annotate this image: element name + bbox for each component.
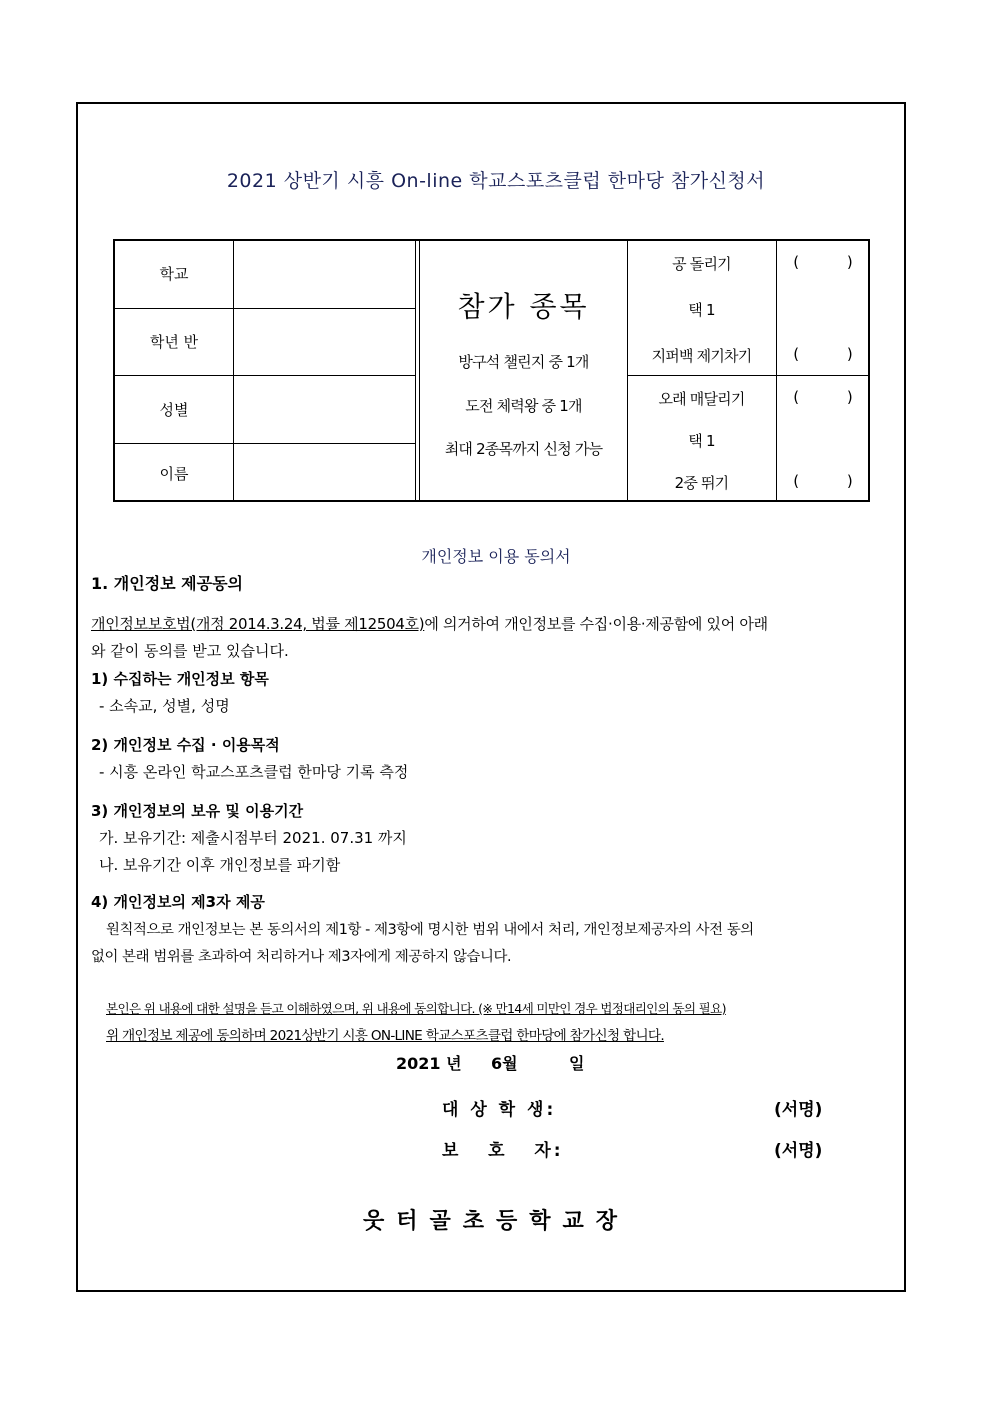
selection-bracket[interactable]: ( ) [793,388,853,406]
item-line: 원칙적으로 개인정보는 본 동의서의 제1항 - 제3항에 명시한 범위 내에서 처리, 개인정보제공자의 사전 동의 [106,922,754,938]
principal-signature: 웃터골초등학교장 [362,1209,630,1234]
item-line: 나. 보유기간 이후 개인정보를 파기함 [99,856,341,874]
table-divider [627,241,628,500]
page-title: 2021 상반기 시흥 On-line 학교스포츠클럽 한마당 참가신청서 [226,170,766,192]
table-divider [115,308,415,309]
label-name: 이름 [159,465,189,483]
event-item-double-jump: 2중 뛰기 [674,474,729,492]
event-heading: 참가 종목 [457,290,590,323]
consent-heading: 개인정보 이용 동의서 [421,547,571,566]
event-choose-one: 택 1 [688,301,715,319]
event-choose-one: 택 1 [688,432,715,450]
student-signature-field[interactable] [570,1092,760,1118]
consent-intro-line2: 와 같이 동의를 받고 있습니다. [91,642,289,660]
student-label: 대 상 학 생: [442,1100,557,1120]
selection-bracket[interactable]: ( ) [793,472,853,490]
item-line: 가. 보유기간: 제출시점부터 2021. 07.31 까지 [99,829,407,847]
guardian-label: 보 호 자: [442,1141,564,1161]
date-month: 6월 [491,1054,518,1073]
application-form-table [113,239,870,502]
item-line: - 시흥 온라인 학교스포츠클럽 한마당 기록 측정 [99,763,409,781]
item-heading: 3) 개인정보의 보유 및 이용기간 [91,802,304,820]
label-gender: 성별 [159,401,189,419]
table-divider [627,375,870,376]
guardian-signature-field[interactable] [570,1133,760,1159]
privacy-law-reference: 개인정보보호법(개정 2014.3.24, 법률 제12504호) [91,615,425,633]
student-sign-mark: (서명) [774,1100,823,1120]
event-note: 방구석 챌린지 중 1개 [458,353,589,371]
consent-intro-text: 에 의거하여 개인정보를 수집·이용·제공함에 있어 아래 [424,615,768,633]
event-item-long-hang: 오래 매달리기 [658,390,745,408]
item-line: - 소속교, 성별, 성명 [99,697,230,715]
application-statement: 위 개인정보 제공에 동의하며 2021상반기 시흥 ON-LINE 학교스포츠클럽 한마당에 참가신청 합니다. [106,1028,664,1044]
grade-class-input[interactable] [234,310,415,374]
label-school: 학교 [159,265,189,283]
table-divider [115,443,415,444]
item-line: 없이 본래 범위를 초과하여 처리하거나 제3자에게 제공하지 않습니다. [91,949,512,965]
item-heading: 1) 수집하는 개인정보 항목 [91,670,269,688]
item-heading: 2) 개인정보 수집 · 이용목적 [91,736,280,754]
selection-bracket[interactable]: ( ) [793,345,853,363]
agreement-statement: 본인은 위 내용에 대한 설명을 듣고 이해하였으며, 위 내용에 동의합니다. (※ 만14세 미만인 경우 법정대리인의 동의 필요) [106,1001,726,1016]
section-heading: 1. 개인정보 제공동의 [91,574,243,593]
event-item-zipper-jegi: 지퍼백 제기차기 [651,347,752,365]
table-divider [415,241,416,500]
selection-bracket[interactable]: ( ) [793,253,853,271]
item-heading: 4) 개인정보의 제3자 제공 [91,893,265,911]
event-item-ball-spin: 공 돌리기 [672,255,731,273]
school-input[interactable] [234,243,415,307]
date-day: 일 [569,1054,585,1073]
label-grade-class: 학년 반 [149,333,199,351]
event-note: 최대 2종목까지 신청 가능 [444,440,603,458]
table-divider [115,375,415,376]
event-note: 도전 체력왕 중 1개 [465,397,582,415]
name-input[interactable] [234,445,415,501]
date-year: 2021 년 [396,1054,462,1073]
guardian-sign-mark: (서명) [774,1141,823,1161]
gender-input[interactable] [234,377,415,441]
consent-intro [91,613,768,634]
table-divider [776,241,777,500]
